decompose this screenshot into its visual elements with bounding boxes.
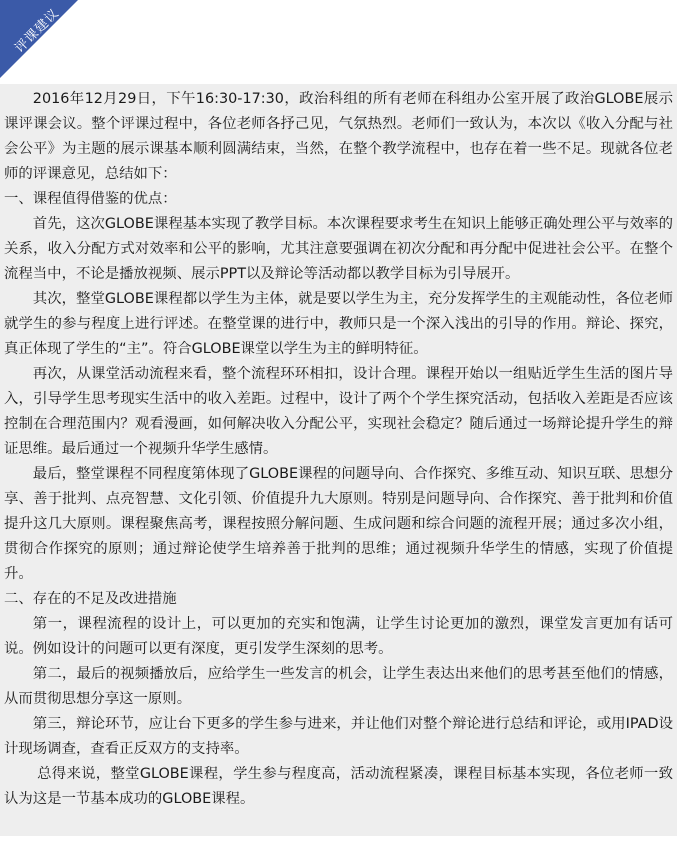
paragraph-improve-2: 第二，最后的视频播放后，应给学生一些发言的机会，让学生表达出来他们的思考甚至他们的情感，从而贯彻思想分享这一原则。	[4, 666, 673, 707]
paragraph-third: 再次，从课堂活动流程来看，整个流程环环相扣，设计合理。课程开始以一组贴近学生生活的图片导入，引导学生思考现实生活中的收入差距。过程中，设计了两个个学生探究活动，包括收入差距是否应该控制在合理范围内？观看漫画，如何解决收入分配公平，实现社会稳定？随后通过一场辩论提升学生的辩证思维。最后通过一个视频升华学生感情。	[4, 366, 673, 457]
paragraph-improve-3: 第三，辩论环节，应让台下更多的学生参与进来，并让他们对整个辩论进行总结和评论，或用IPAD设计现场调查，查看正反双方的支持率。	[4, 716, 673, 757]
paragraph-summary: 总得来说，整堂GLOBE课程，学生参与程度高，活动流程紧凑，课程目标基本实现，各位老师一致认为这是一节基本成功的GLOBE课程。	[4, 766, 673, 807]
section-tag-ribbon	[0, 0, 78, 78]
section-tag-label: 评课建议	[12, 5, 63, 57]
paragraph-improve-1: 第一，课程流程的设计上，可以更加的充实和饱满，让学生讨论更加的激烈，课堂发言更加有话可说。例如设计的问题可以更有深度，更引发学生深刻的思考。	[4, 616, 673, 657]
heading-improvements: 二、存在的不足及改进措施	[4, 591, 177, 607]
heading-strengths: 一、课程值得借鉴的优点：	[4, 191, 177, 207]
paragraph-intro: 2016年12月29日，下午16:30-17:30，政治科组的所有老师在科组办公室开展了政治GLOBE展示课评课会议。整个评课过程中，各位老师各抒己见，气氛热烈。老师们一致认为，本次以《收入分配与社会公平》为主题的展示课基本顺利圆满结束，当然，在整个教学流程中，也存在着一些不足。现就各位老师的评课意见，总结如下：	[4, 91, 673, 182]
article-body	[0, 84, 677, 836]
paragraph-first: 首先，这次GLOBE课程基本实现了教学目标。本次课程要求考生在知识上能够正确处理公平与效率的关系，收入分配方式对效率和公平的影响，尤其注意要强调在初次分配和再分配中促进社会公平。在整个流程当中，不论是播放视频、展示PPT以及辩论等活动都以教学目标为引导展开。	[4, 216, 673, 282]
paragraph-finally: 最后，整堂课程不同程度第体现了GLOBE课程的问题导向、合作探究、多维互动、知识互联、思想分享、善于批判、点亮智慧、文化引领、价值提升九大原则。特别是问题导向、合作探究、善于批判和价值提升这几大原则。课程聚焦高考，课程按照分解问题、生成问题和综合问题的流程开展；通过多次小组，贯彻合作探究的原则；通过辩论使学生培养善于批判的思维；通过视频升华学生的情感，实现了价值提升。	[4, 466, 673, 582]
paragraph-second: 其次，整堂GLOBE课程都以学生为主体，就是要以学生为主，充分发挥学生的主观能动性，各位老师就学生的参与程度上进行评述。在整堂课的进行中，教师只是一个深入浅出的引导的作用。辩论、探究，真正体现了学生的“主”。符合GLOBE课堂以学生为主的鲜明特征。	[4, 291, 673, 357]
